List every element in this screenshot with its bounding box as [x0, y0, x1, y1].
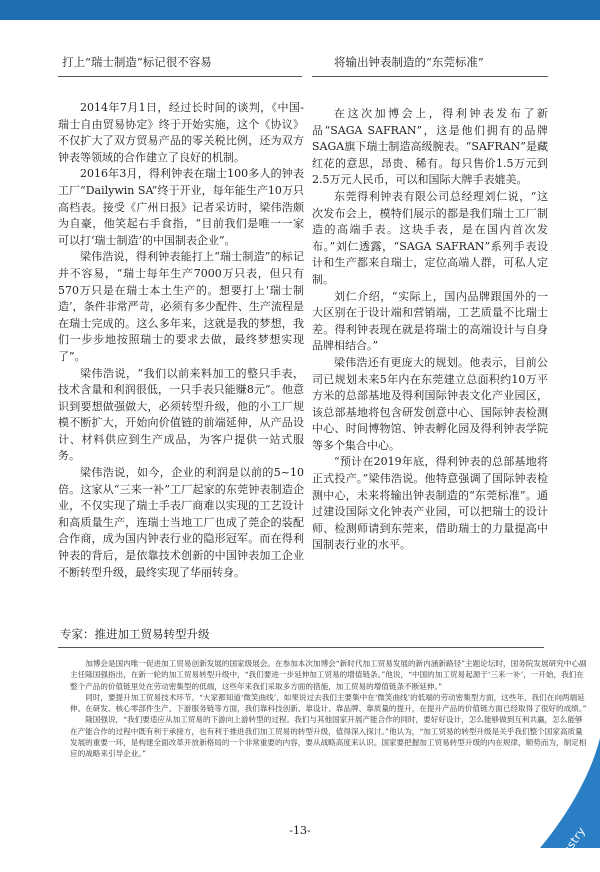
expert-title-rule [58, 647, 544, 648]
left-section-title: 打上“瑞士制造”标记很不容易 [62, 55, 212, 69]
left-paragraph: 2016年3月，得利钟表在瑞士100多人的钟表工厂“Dailywin SA”终于开业，每年能生产10万只高档表。接受《广州日报》记者采访时，梁伟浩颇为自豪，他笑起右手食指，“目前我们是唯一一家可以打‘瑞士制造’的中国制表企业”。 [58, 167, 304, 247]
right-paragraph: “预计在2019年底，得利钟表的总部基地将正式投产。”梁伟浩说。他特意强调了国际钟表检测中心，未来将输出钟表制造的“东莞标准”。通过建设国际文化钟表产业园，可以把瑞士的设计师、检测师请到东莞来，借助瑞士的力量提高中国制表行业的水平。 [312, 455, 548, 552]
right-paragraph: 梁伟浩还有更庞大的规划。他表示，目前公司已规划未来5年内在东莞建立总面积约10万平方米的总部基地及得利国际钟表文化产业园区，该总部基地将包含研发创意中心、国际钟表检测中心、时间博物馆、钟表孵化园及得利钟表学院等多个集合中心。 [312, 355, 548, 452]
page-number: -13- [289, 824, 311, 837]
right-section-title: 将输出钟表制造的“东莞标准” [334, 55, 484, 69]
top-header-bar [0, 0, 600, 20]
right-article-column [312, 106, 548, 554]
expert-paragraph: 同时，要提升加工贸易技术环节。“大家都知道‘微笑曲线’，如果说过去我们主要集中在‘微笑曲线’的低端的劳动密集型方面，这些年，我们在向两端延伸。在研发、核心零部件生产、下游服务链等方面，我们靠科技创新、靠设计、靠品牌、靠质量的提升，在提升产品的价值链方面已经取得了很好的成绩。” [70, 692, 587, 714]
left-article-column [58, 100, 304, 581]
left-title-rule [58, 76, 302, 77]
industry-corner-tab [520, 738, 600, 872]
right-paragraph: 刘仁介绍，“实际上，国内品牌跟国外的一大区别在于设计端和营销端，工艺质量不比瑞士差。得利钟表现在就是将瑞士的高端设计与自身品牌相结合。” [312, 289, 548, 353]
left-paragraph: 梁伟浩说，“我们以前来料加工的整只手表，技术含量和利润很低，一只手表只能赚8元”。他意识到要想做强做大，必须转型升级，他的小工厂规模不断扩大，开始向价值链的前端延伸，从产品设计、材料供应到生产成品，为客户提供一站式服务。 [58, 366, 304, 463]
right-paragraph: 东莞得利钟表有限公司总经理刘仁说，“这次发布会上，模特们展示的都是我们瑞士工厂制造的高端手表。这块手表，是在国内首次发布。”刘仁透露，“SAGA SAFRAN”系列手表设计和生产都来自瑞士，定位高端人群，可私人定制。 [312, 189, 548, 286]
left-paragraph: 梁伟浩说，如今，企业的利润是以前的5~10倍。这家从“三来一补”工厂起家的东莞钟表制造企业，不仅实现了瑞士手表厂商难以实现的工艺设计和高质量生产，连瑞士当地工厂也成了莞企的装配合作商，成为国内钟表行业的隐形冠军。而在得利钟表的背后，是依靠技术创新的中国钟表加工企业不断转型升级，最终实现了华丽转身。 [58, 466, 304, 579]
left-paragraph: 2014年7月1日，经过长时间的谈判，《中国-瑞士自由贸易协定》终于开始实施，这个《协议》不仅扩大了双方贸易产品的零关税比例，还为双方钟表等领域的合作建立了良好的机制。 [58, 101, 304, 164]
expert-section-title: 专家：推进加工贸易转型升级 [60, 627, 210, 641]
expert-article-body [70, 658, 590, 760]
right-paragraph: 在这次加博会上，得利钟表发布了新品“SAGA SAFRAN”，这是他们拥有的品牌SAGA旗下瑞士制造高级腕表。“SAFRAN”是藏红花的意思，昂贵、稀有。每只售价1.5万元到2.5万元人民币，可以和国际大牌手表媲美。 [312, 107, 548, 187]
expert-paragraph: 隆国强说，“我们要适应从加工贸易的下游向上游转型的过程。我们与其他国家开展产能合作的同时，要好好设计，怎么能够做到互利共赢，怎么能够在产能合作的过程中既有利于承接方，也有利于推进我们加工贸易的转型升级，值得深入探讨。”他认为，“加工贸易的转型升级是关乎我们整个国家高质量发展的重要一环，是构建全面改革开放新格局的一个非常重要的内容，要从战略高度来认识。国家要把握加工贸易转型升级的内在规律，顺势而为，制定相应的战略来引导企业。” [70, 715, 587, 759]
right-title-rule [312, 76, 548, 77]
left-paragraph: 梁伟浩说，得利钟表能打上“瑞士制造”的标记并不容易，“瑞士每年生产7000万只表，但只有570万只是在瑞士本土生产的。想要打上‘瑞士制造’，条件非常严苛，必须有多少配件、生产流程是在瑞士完成的。这么多年来，这就是我的梦想，我们一步步地按照瑞士的要求去做，最终梦想实现了”。 [58, 250, 304, 363]
industry-label: Industry [549, 824, 588, 872]
expert-paragraph: 加博会是国内唯一促进加工贸易创新发展的国家级展会。在参加本次加博会“新时代加工贸易发展的新内涵新路径”主题论坛时，国务院发展研究中心副主任隆国强指出，在新一轮的加工贸易转型升级中，“我们要进一步延伸加工贸易的增值链条。”他说，“中国的加工贸易起源于‘三来一补’，一开始，我们在整个产品的价值链里处在劳动密集型的低端，这些年来我们采取多方面的措施，加工贸易的增值链条不断延伸。” [70, 659, 587, 691]
